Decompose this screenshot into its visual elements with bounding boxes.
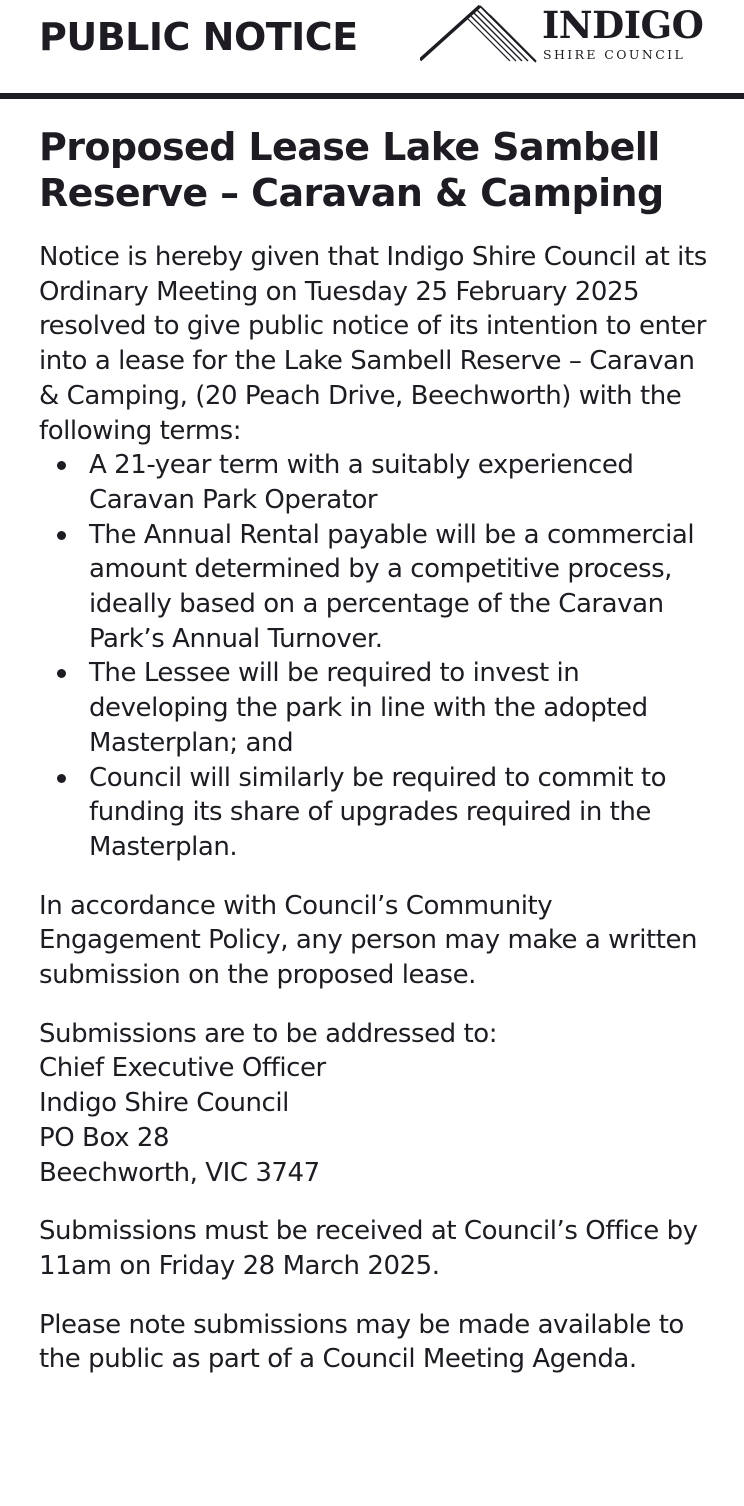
list-item bbox=[39, 656, 709, 760]
address-organisation: Indigo Shire Council bbox=[39, 1088, 289, 1119]
engagement-paragraph: In accordance with Council’s Community Engagement Policy, any person may make a written submission on the proposed lease. bbox=[39, 890, 698, 991]
lease-terms-list bbox=[39, 448, 709, 864]
submission-address bbox=[39, 1017, 709, 1191]
term-text: A 21-year term with a suitably experienced Caravan Park Operator bbox=[89, 450, 634, 515]
logo-subtitle: SHIRE COUNCIL bbox=[543, 47, 686, 62]
logo-wordmark: INDIGO bbox=[542, 3, 704, 47]
roof-stripes-icon bbox=[420, 2, 538, 64]
intro-paragraph: Notice is hereby given that Indigo Shire Council at its Ordinary Meeting on Tuesday 25 February 2025 resolved to give public notice of its intention to enter into a lease for the Lake Sambell Reserve – Caravan & Camping, (20 Peach Drive, Beechworth) with the following terms: bbox=[39, 242, 707, 446]
bullet-icon bbox=[57, 531, 66, 540]
deadline-paragraph: Submissions must be received at Council’s Office by 11am on Friday 28 March 2025. bbox=[39, 1216, 698, 1281]
bullet-icon bbox=[57, 461, 66, 470]
header-title: PUBLIC NOTICE bbox=[39, 15, 358, 59]
term-text: Council will similarly be required to commit to funding its share of upgrades required in the Masterplan. bbox=[89, 762, 667, 862]
address-lead: Submissions are to be addressed to: bbox=[39, 1018, 498, 1049]
privacy-paragraph: Please note submissions may be made available to the public as part of a Council Meeting Agenda. bbox=[39, 1309, 684, 1375]
address-locality: Beechworth, VIC 3747 bbox=[39, 1157, 320, 1188]
list-item bbox=[39, 761, 709, 865]
list-item bbox=[39, 518, 709, 657]
bullet-icon bbox=[57, 669, 66, 678]
notice-header bbox=[0, 0, 744, 95]
address-po-box: PO Box 28 bbox=[39, 1122, 170, 1153]
notice-body bbox=[39, 124, 709, 1377]
address-recipient: Chief Executive Officer bbox=[39, 1053, 326, 1084]
term-text: The Annual Rental payable will be a commercial amount determined by a competitive process, ideally based on a percentage of the Caravan Park’s Annual Turnover. bbox=[89, 519, 695, 654]
bullet-icon bbox=[57, 774, 66, 783]
notice-headline: Proposed Lease Lake Sambell Reserve – Caravan & Camping bbox=[39, 125, 664, 215]
term-text: The Lessee will be required to invest in developing the park in line with the adopted Masterplan; and bbox=[89, 658, 648, 758]
list-item bbox=[39, 448, 709, 517]
header-divider bbox=[0, 93, 744, 99]
indigo-shire-logo bbox=[420, 2, 720, 66]
